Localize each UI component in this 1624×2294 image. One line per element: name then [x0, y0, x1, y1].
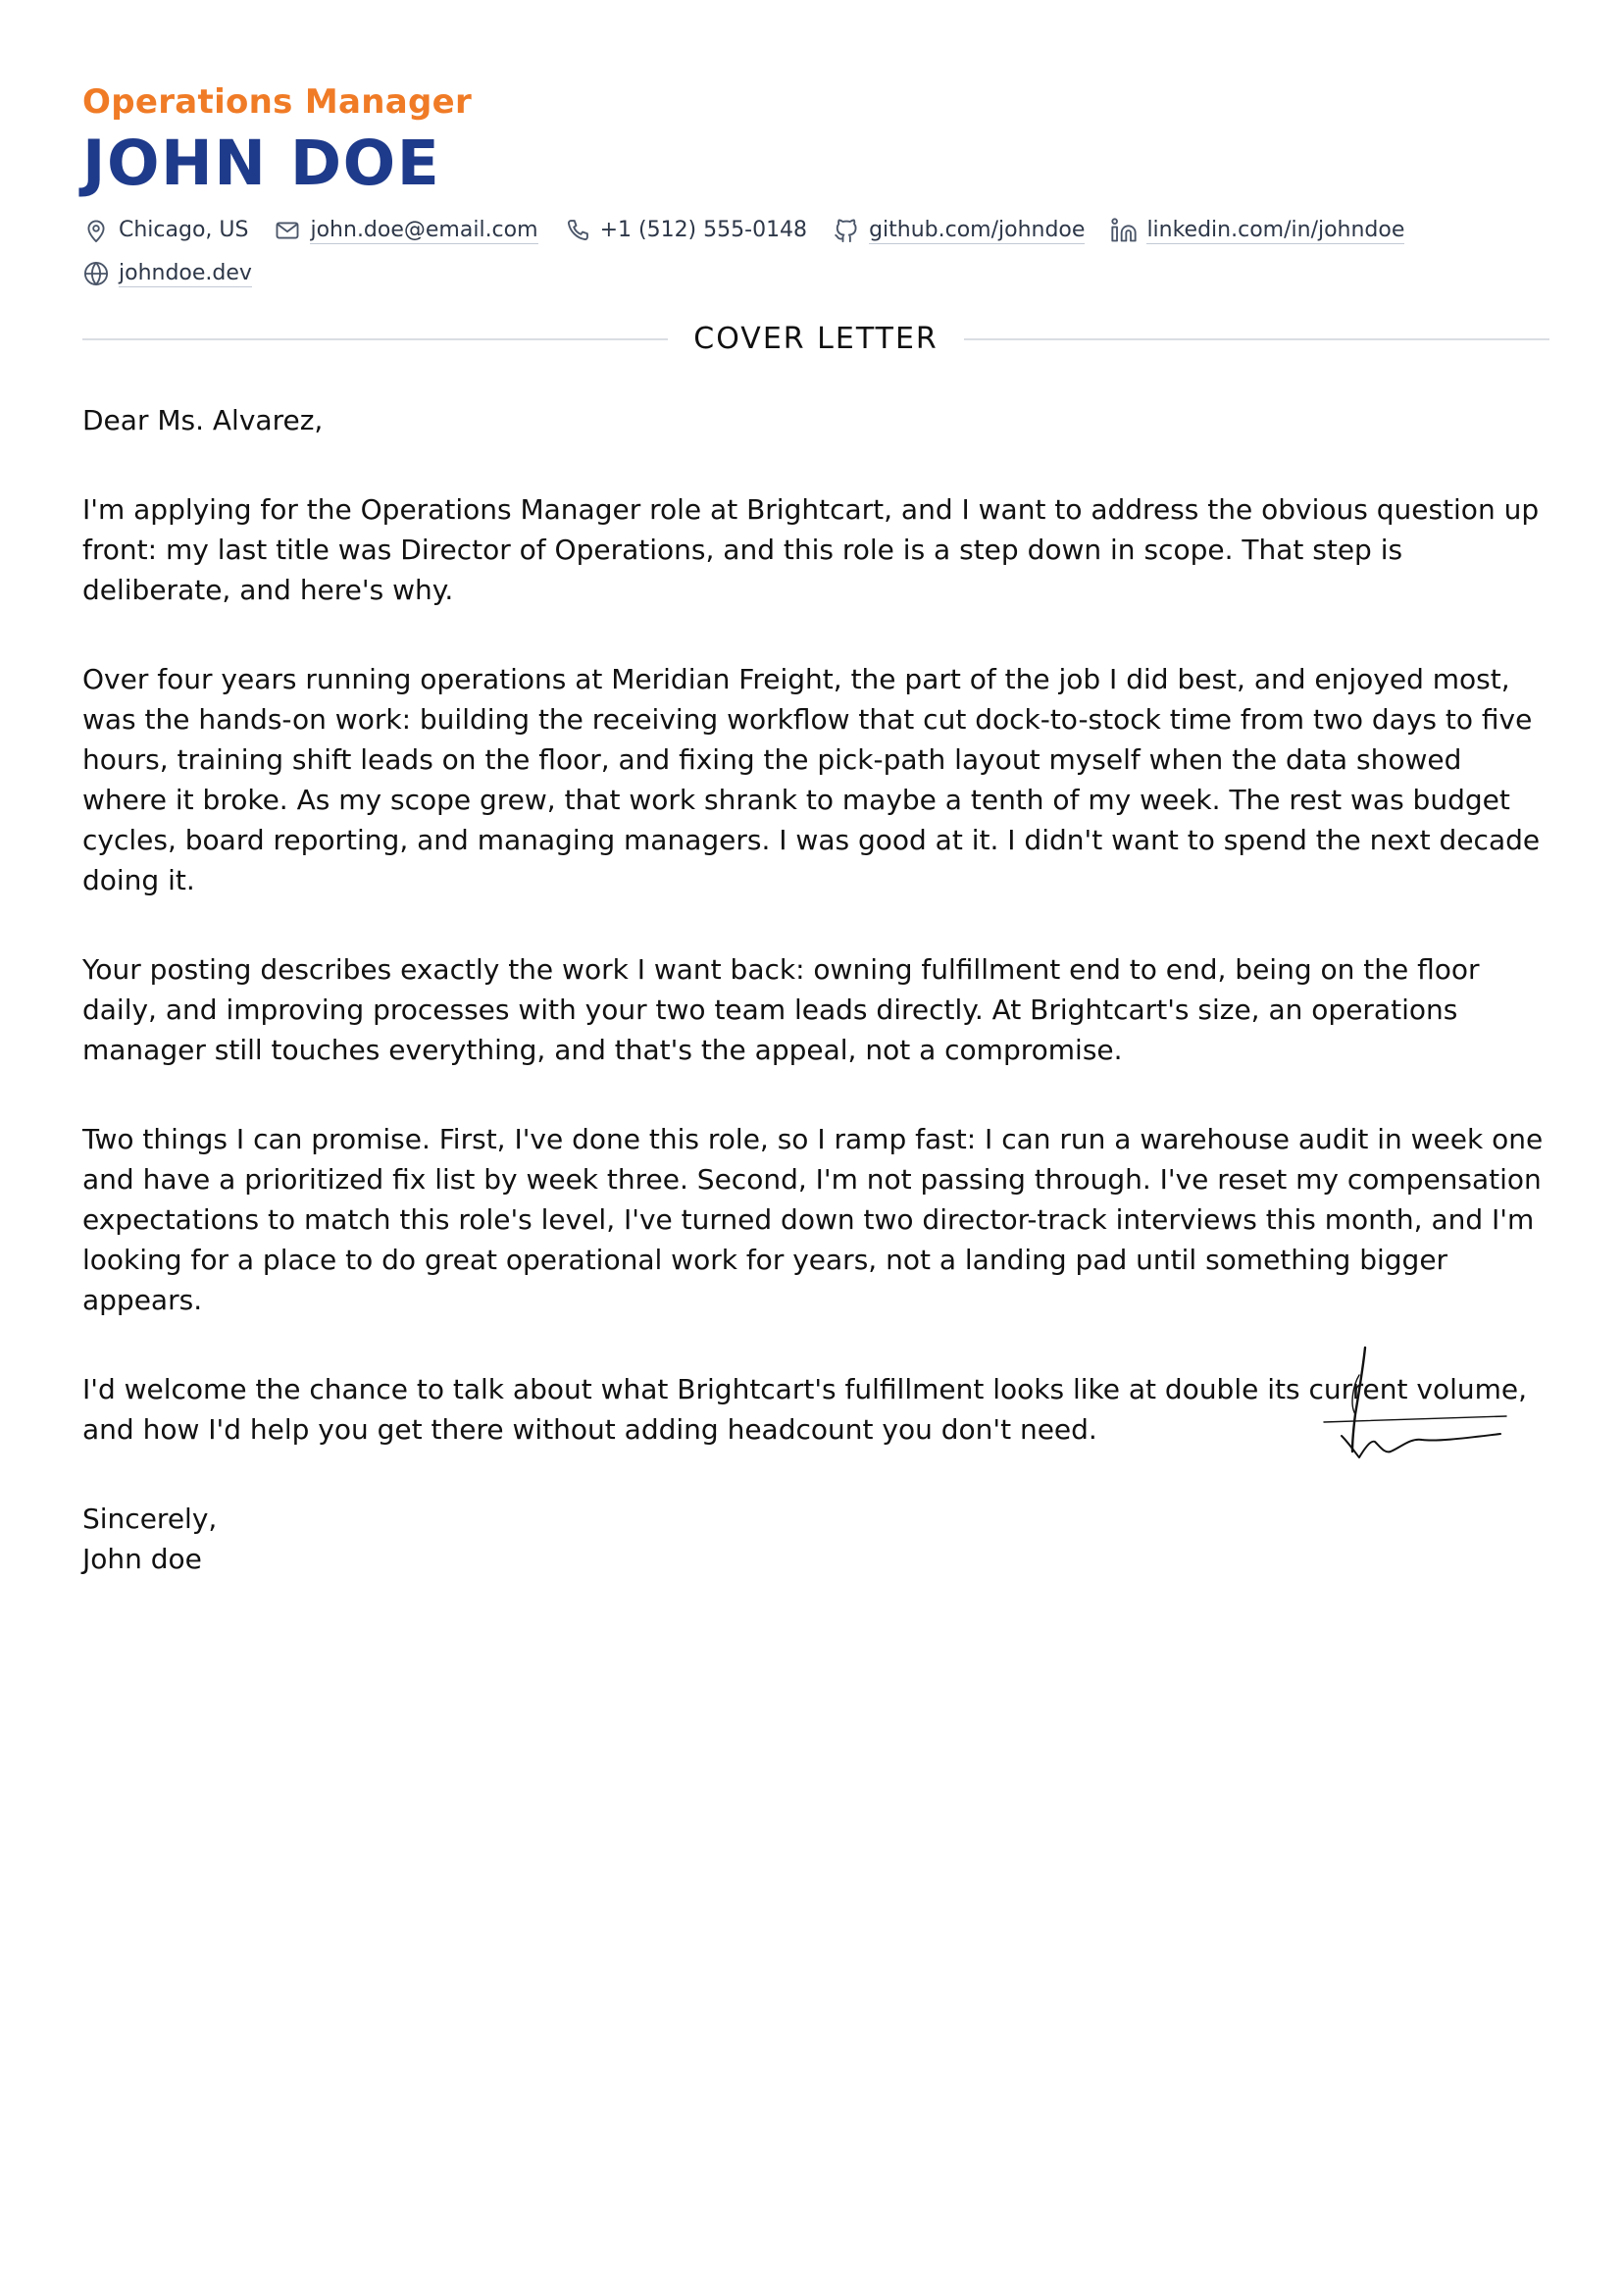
- website-link[interactable]: johndoe.dev: [119, 260, 252, 285]
- paragraph-3: Your posting describes exactly the work I want back: owning fulfillment end to end, being on the floor daily, and improving processes with your two team leads directly. At Brightcart's size, an operations manager still touches everything, and that's the appeal, not a compromise.: [82, 953, 1480, 1066]
- section-header: [82, 320, 1549, 359]
- github-link[interactable]: github.com/johndoe: [869, 217, 1086, 242]
- email-link[interactable]: john.doe@email.com: [310, 217, 538, 242]
- paragraph-5: I'd welcome the chance to talk about what Brightcart's fulfillment looks like at double its current volume, and how I'd help you get there without adding headcount you don't need.: [82, 1373, 1528, 1446]
- job-title: Operations Manager: [82, 82, 473, 122]
- applicant-name: JOHN DOE: [82, 127, 441, 199]
- contact-linkedin[interactable]: [1110, 214, 1404, 247]
- contact-list: [82, 214, 1549, 290]
- salutation: Dear Ms. Alvarez,: [82, 404, 324, 436]
- globe-icon: [82, 260, 110, 287]
- paragraph-1: I'm applying for the Operations Manager role at Brightcart, and I want to address the obvious question up front: my last title was Director of Operations, and this role is a step down in scope. That step is deliberate, and here's why.: [82, 493, 1540, 606]
- divider-right: [964, 338, 1549, 340]
- phone-icon: [564, 217, 591, 244]
- closing-block: [82, 1499, 1549, 1579]
- location-text: Chicago, US: [119, 218, 249, 242]
- map-pin-icon: [82, 217, 110, 244]
- contact-location: [82, 214, 248, 247]
- contact-phone[interactable]: [564, 214, 808, 247]
- github-icon: [833, 217, 860, 244]
- letter-header: [82, 78, 1549, 290]
- mail-icon: [274, 217, 301, 244]
- divider-left: [82, 338, 668, 340]
- contact-github[interactable]: [833, 214, 1085, 247]
- phone-text[interactable]: +1 (512) 555-0148: [599, 218, 808, 242]
- linkedin-link[interactable]: linkedin.com/in/johndoe: [1146, 217, 1405, 242]
- paragraph-2: Over four years running operations at Meridian Freight, the part of the job I did best, and enjoyed most, was the hands-on work: building the receiving workflow that cut dock-to-stock time from two days to five hours, training shift leads on the floor, and fixing the pick-path layout myself when the data showed where it broke. As my scope grew, that work shrank to maybe a tenth of my week. The rest was budget cycles, board reporting, and managing managers. I was good at it. I didn't want to spend the next decade doing it.: [82, 663, 1541, 896]
- contact-website[interactable]: [82, 257, 252, 290]
- contact-email[interactable]: [274, 214, 537, 247]
- paragraph-4: Two things I can promise. First, I've done this role, so I ramp fast: I can run a warehouse audit in week one and have a prioritized fix list by week three. Second, I'm not passing through. I've reset my compensation expectations to match this role's level, I've turned down two director-track interviews this month, and I'm looking for a place to do great operational work for years, not a landing pad until something bigger appears.: [82, 1123, 1544, 1316]
- section-title: COVER LETTER: [693, 322, 939, 356]
- closing-phrase: Sincerely,: [82, 1503, 218, 1535]
- signer-name: John doe: [82, 1543, 202, 1575]
- linkedin-icon: [1110, 217, 1138, 244]
- handwritten-signature: [1320, 1346, 1512, 1469]
